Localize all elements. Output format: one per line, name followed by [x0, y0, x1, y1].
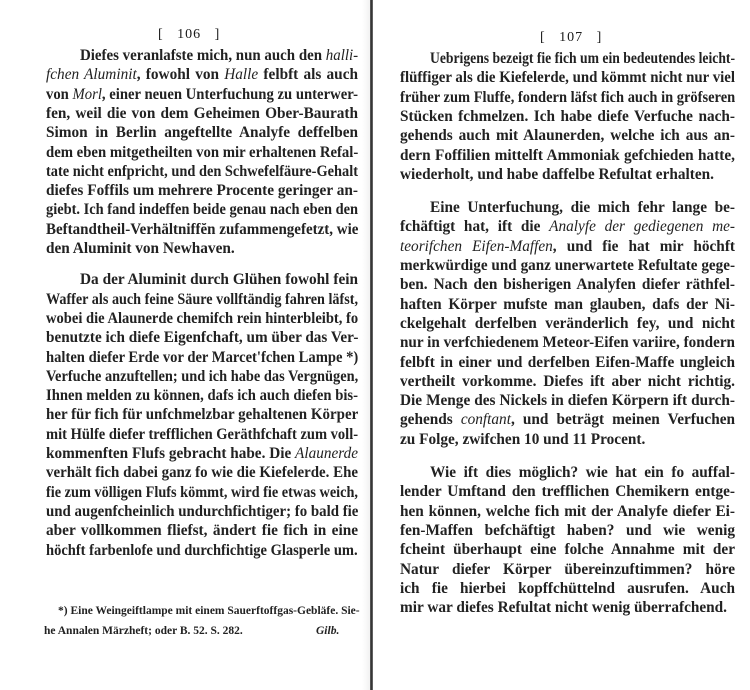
text-run: zu Folge, zwifchen 10 und 11 Procent. — [400, 430, 646, 448]
text-run: und augenfcheinlich undurchfichtiger; fo bald fie — [46, 502, 359, 520]
text-line — [400, 275, 735, 294]
text-run: diefes Foffils um mehrere Procente geringer an- — [46, 182, 358, 200]
text-run: mit Hülfe diefer trefflichen Geräthfchaft zum voll- — [46, 425, 359, 443]
text-run: Simon in Berlin angeftellte Analyfe deffelben — [46, 124, 358, 142]
text-line — [46, 328, 358, 347]
text-run: gehends auch mit Alaunerden, welche ich aus an- — [400, 127, 735, 145]
text-run: von — [46, 85, 73, 103]
text-line — [46, 181, 358, 200]
text-run: hen können, welche fich mit der Analyfe diefer Ei- — [400, 502, 735, 520]
text-line — [400, 88, 735, 107]
text-line — [400, 482, 735, 501]
text-run: ich fie hierbei kopffchüttelnd ausrufen. Auch — [400, 579, 735, 597]
text-run: fen-Maffen befchäftigt haben? und wie wenig — [400, 521, 735, 539]
italic-text-run: teorifchen Eifen-Maffen — [400, 237, 553, 255]
text-run: Waffer als auch feine Säure vollftändig fahren läfst, — [46, 290, 358, 308]
text-line — [400, 314, 735, 333]
text-line — [400, 295, 735, 314]
text-run: vertheilt vorkomme. Diefes ift aber nicht richtig. — [400, 372, 735, 390]
text-run: früher zum Fluffe, fondern läfst fich auch in gröfseren — [400, 88, 736, 106]
text-run: wobei die Alaunerde chemifch rein hinterbleibt, fo — [46, 309, 359, 327]
text-line — [46, 463, 358, 482]
text-run: nur in verfchiedenem Meteor-Eifen variire, fondern — [400, 334, 735, 352]
footnote-line-1: *) Eine Weingeiftlampe mit einem Sauerftoffgas-Gebläfe. Sie- — [58, 605, 360, 617]
text-run: Da der Aluminit durch Glühen fowohl fein — [80, 271, 358, 289]
italic-text-run: halli- — [325, 47, 359, 64]
text-line — [46, 386, 358, 405]
text-run: Diefes veranlafste mich, nun auch den — [80, 47, 326, 64]
text-line — [80, 46, 358, 65]
text-run: mir war diefes Refultat nicht wenig überrafchend. — [400, 599, 728, 617]
text-line — [46, 85, 358, 104]
text-line — [400, 598, 735, 617]
text-line — [80, 270, 358, 289]
right-page — [375, 0, 750, 690]
text-line — [430, 463, 735, 482]
italic-text-run: fchen Aluminit — [46, 66, 137, 84]
text-line — [400, 126, 735, 145]
text-line — [430, 49, 735, 68]
text-line — [46, 483, 358, 502]
text-run: Natur diefer Körper übereinzuftimmen? höre — [400, 560, 735, 578]
italic-text-run: conftant — [460, 411, 511, 429]
text-run: fie zum völligen Flufs kömmt, wird fie etwas weich, — [46, 483, 358, 501]
italic-text-run: Alaunerde — [295, 445, 358, 462]
text-line — [400, 540, 735, 559]
text-run: Wie ift dies möglich? wie hat ein fo auffal- — [430, 464, 735, 481]
text-line — [400, 237, 735, 256]
text-line — [400, 353, 735, 372]
text-run: , und beträgt meinen Verfuchen — [510, 411, 735, 429]
text-line — [400, 107, 735, 126]
text-run: ckelgehalt derfelben veränderlich fey, und nicht — [400, 314, 735, 332]
text-run: flüffiger als die Kiefelerde, und kömmt nicht nur viel — [400, 69, 735, 87]
footnote-signature: Gilb. — [316, 625, 340, 637]
text-line — [400, 165, 735, 184]
footnote-line-2: he Annalen Märzheft; oder B. 52. S. 282. — [44, 625, 243, 637]
text-run: Ihnen melden zu können, dafs ich auch diefen bis- — [46, 387, 358, 405]
text-line — [400, 410, 735, 429]
text-run: fchäftigt hat, ift die — [400, 218, 550, 236]
text-line — [430, 198, 735, 217]
text-run: Uebrigens bezeigt fie fich um ein bedeutendes leicht- — [430, 50, 736, 67]
text-line — [46, 200, 358, 219]
text-run: dern Foffilien mittelft Ammoniak gefchieden hatte, — [400, 146, 735, 164]
text-line — [46, 220, 358, 239]
text-line — [46, 541, 358, 560]
text-run: merkwürdige und ganz unerwartete Refultate gege- — [400, 257, 735, 274]
text-line — [46, 521, 358, 540]
italic-text-run: Morl — [72, 85, 102, 103]
text-run: kommenften Flufs gebracht habe. Die — [46, 445, 296, 462]
text-run: giebt. Ich fand indeffen beide genau nach eben den — [46, 201, 359, 219]
text-run: her für fich für unfchmelzbar gehaltenen Körper — [46, 406, 359, 424]
text-line — [46, 502, 358, 521]
text-run: aber vollkommen fliefst, ändert fie fich in eine — [46, 522, 358, 540]
text-run: lender Umftand den trefflichen Chemikern entge- — [400, 483, 735, 501]
text-line — [46, 290, 358, 309]
left-page — [0, 0, 372, 690]
text-run: Beftandtheil-Verhältniffĕn zufammengefetzt, wie — [46, 220, 359, 238]
text-line — [46, 104, 358, 123]
text-run: ben. Nach den bisherigen Analyfen diefer räthfel- — [400, 276, 735, 294]
text-run: haften Körper mufste man glauben, dafs der Ni- — [400, 295, 735, 313]
text-line — [400, 256, 735, 275]
text-run: , und fie hat mir höchft — [552, 237, 736, 255]
italic-text-run: Analyfe der gediegenen me- — [549, 218, 735, 236]
text-run: felbft in einer und derfelben Eifen-Maffe ungleich — [400, 353, 735, 371]
text-line — [400, 372, 735, 391]
text-line — [46, 425, 358, 444]
text-line — [46, 348, 358, 367]
text-line — [400, 502, 735, 521]
text-run: gehends — [400, 411, 461, 429]
gutter-shadow — [362, 0, 370, 690]
text-line — [46, 405, 358, 424]
text-run: Stücken fchmelzen. Ich habe diefe Verfuche nach- — [400, 107, 735, 125]
text-run: verhält fich dabei ganz fo wie die Kiefelerde. Ehe — [46, 464, 358, 482]
text-run: dem eben mitgetheilten von mir erhaltenen Refal- — [46, 143, 359, 161]
text-line — [46, 65, 358, 84]
text-run: halten diefer Erde vor der Marcet'fchen Lampe *) — [46, 348, 359, 366]
text-run: den Aluminit von Newhaven. — [46, 240, 235, 257]
italic-text-run: Halle — [224, 66, 259, 84]
text-line — [400, 333, 735, 352]
text-run: tate nicht enfpricht, und den Schwefelfäure-Gehalt — [46, 162, 358, 180]
text-run: fen, weil die von dem Geheimen Ober-Baurath — [46, 104, 358, 122]
text-line — [400, 146, 735, 165]
text-run: höchft farbenlofe und durchfichtige Glasperle um. — [46, 541, 358, 559]
text-line — [400, 579, 735, 598]
text-line — [46, 123, 358, 142]
text-line — [400, 430, 735, 449]
text-line — [400, 560, 735, 579]
text-line — [46, 143, 358, 162]
text-run: fcheint überhaupt eine folche Annahme mit der — [400, 541, 735, 559]
text-line — [46, 239, 358, 258]
text-line — [46, 367, 358, 386]
text-line — [46, 444, 358, 463]
text-line — [400, 217, 735, 236]
page-number: [ 106 ] — [158, 27, 221, 42]
text-line — [400, 68, 735, 87]
text-run: benutzte ich diefe Eigenfchaft, um über das Ver- — [46, 329, 359, 347]
text-run: , einer neuen Unterfuchung zu unterwer- — [101, 85, 359, 103]
text-line — [46, 309, 358, 328]
text-run: wiederholt, und habe daffelbe Refultat erhalten. — [400, 165, 714, 183]
text-line — [400, 391, 735, 410]
page-number: [ 107 ] — [540, 30, 603, 45]
text-line — [400, 521, 735, 540]
text-run: felbft als auch — [258, 66, 358, 84]
text-line — [46, 162, 358, 181]
text-run: Eine Unterfuchung, die mich fehr lange be- — [430, 199, 735, 217]
text-run: Die Menge des Nickels in diefen Körpern ift durch- — [400, 392, 735, 410]
book-gutter — [370, 0, 373, 690]
text-run: Verfuche anzuftellen; und ich habe das Vergnügen, — [46, 367, 359, 385]
text-run: , fowohl von — [136, 66, 225, 84]
